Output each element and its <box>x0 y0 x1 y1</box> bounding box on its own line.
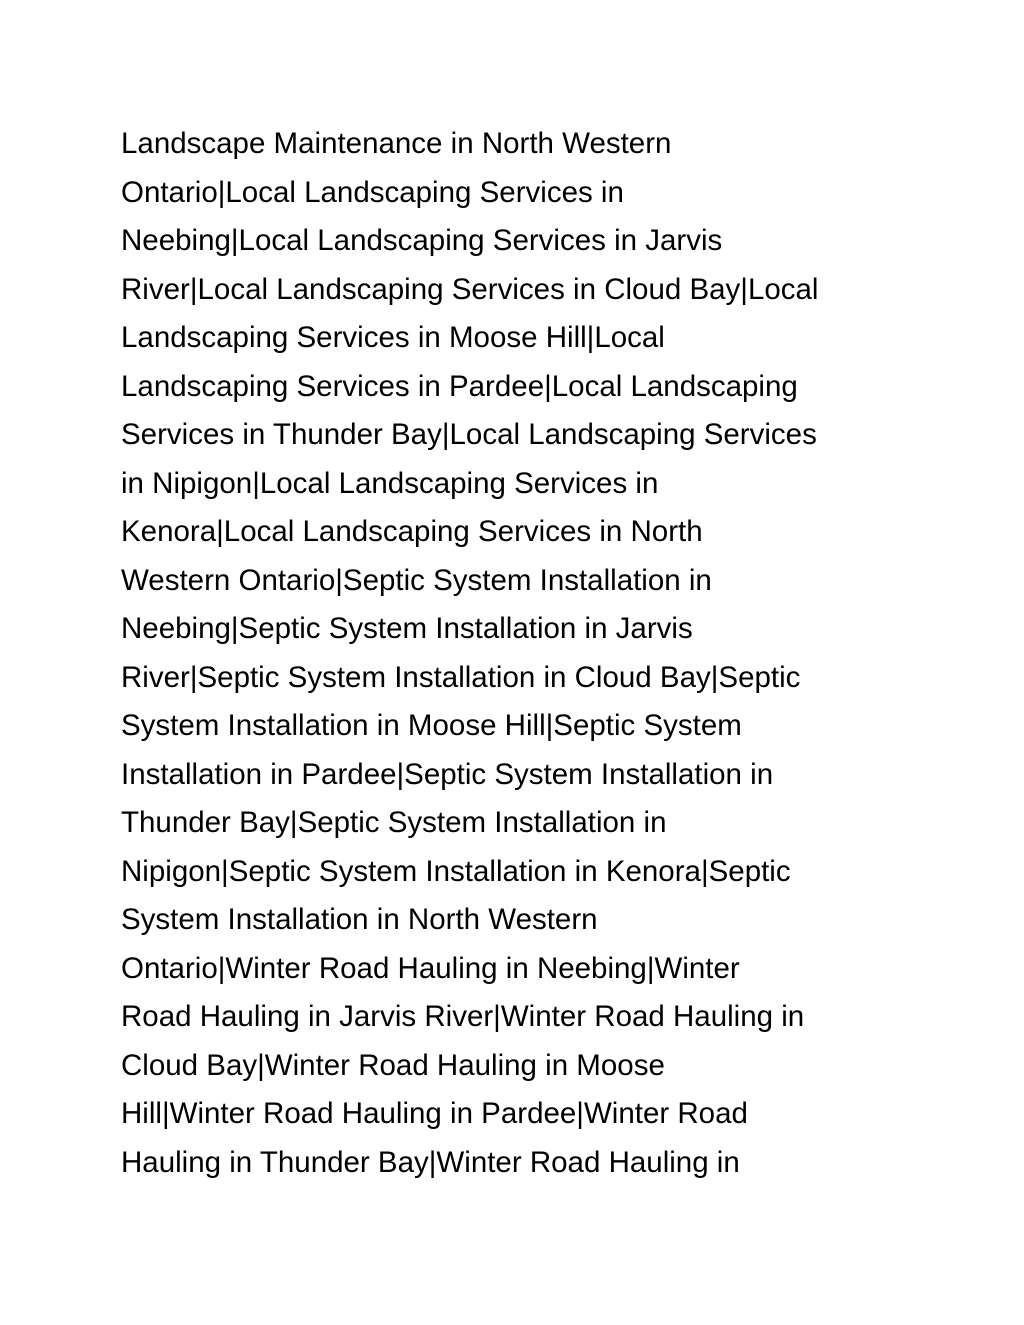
text-line: Western Ontario|Septic System Installation in <box>121 563 712 597</box>
text-line: Installation in Pardee|Septic System Installation in <box>121 757 774 791</box>
text-line: System Installation in Moose Hill|Septic System <box>121 709 742 742</box>
body-text <box>121 120 911 1187</box>
text-line: Landscape Maintenance in North Western <box>121 127 672 160</box>
text-line: Landscaping Services in Moose Hill|Local <box>121 321 665 354</box>
text-line: Hauling in Thunder Bay|Winter Road Hauling in <box>121 1145 740 1179</box>
text-line: Nipigon|Septic System Installation in Kenora|Septic <box>121 854 791 888</box>
text-line: River|Local Landscaping Services in Cloud Bay|Local <box>121 272 819 306</box>
text-line: Hill|Winter Road Hauling in Pardee|Winter Road <box>121 1097 748 1130</box>
text-line: River|Septic System Installation in Cloud Bay|Septic <box>121 660 801 694</box>
text-line: Kenora|Local Landscaping Services in North <box>121 515 703 548</box>
text-line: Neebing|Septic System Installation in Jarvis <box>121 612 693 645</box>
text-line: Landscaping Services in Pardee|Local Landscaping <box>121 369 798 403</box>
text-line: Cloud Bay|Winter Road Hauling in Moose <box>121 1048 665 1082</box>
text-line: Neebing|Local Landscaping Services in Jarvis <box>121 224 723 257</box>
text-line: Road Hauling in Jarvis River|Winter Road Hauling in <box>121 1000 805 1033</box>
text-line: Thunder Bay|Septic System Installation in <box>121 806 667 839</box>
text-line: Ontario|Local Landscaping Services in <box>121 175 624 209</box>
text-line: in Nipigon|Local Landscaping Services in <box>121 466 659 500</box>
text-line: Services in Thunder Bay|Local Landscaping Services <box>121 418 817 451</box>
text-line: Ontario|Winter Road Hauling in Neebing|Winter <box>121 951 740 985</box>
text-line: System Installation in North Western <box>121 903 598 936</box>
